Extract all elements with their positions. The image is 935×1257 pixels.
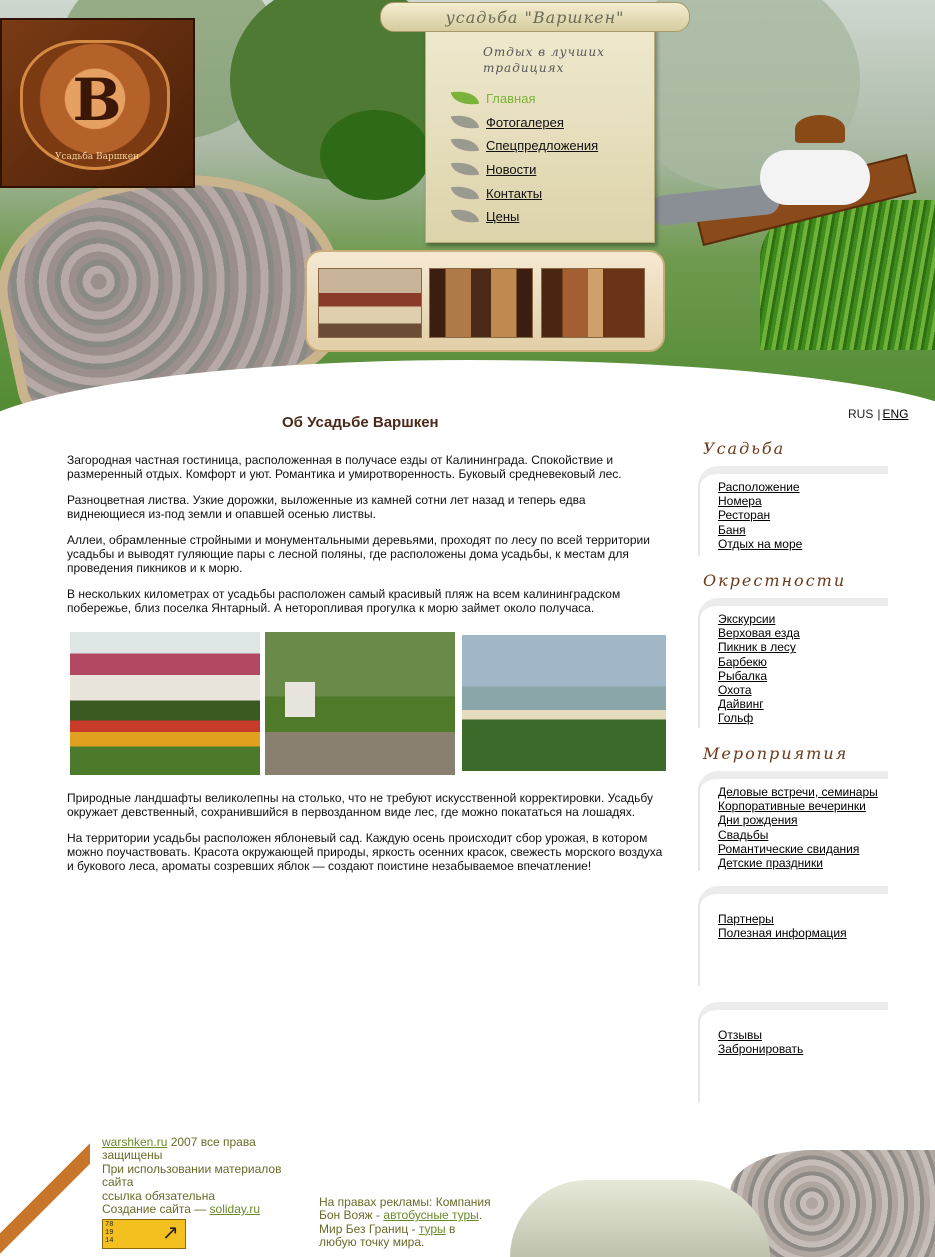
copyright-text: 2007 все права защищены bbox=[102, 1135, 256, 1163]
logo-monogram: В bbox=[72, 66, 122, 134]
leaf-icon bbox=[451, 183, 479, 203]
photo-forest-path bbox=[265, 632, 455, 775]
footer-car-decoration bbox=[510, 1180, 770, 1257]
creator-prefix: Создание сайта — bbox=[102, 1202, 210, 1217]
sidebar-item-useful-info[interactable]: Полезная информация bbox=[718, 926, 847, 941]
room-photo-hall[interactable] bbox=[541, 268, 645, 338]
sidebar-item-sauna[interactable]: Баня bbox=[718, 522, 746, 537]
sidebar-item-partners[interactable]: Партнеры bbox=[718, 912, 774, 926]
photo-house bbox=[70, 632, 260, 775]
footer-note: ссылка обязательна bbox=[102, 1188, 216, 1203]
nav-item-home[interactable] bbox=[452, 87, 535, 109]
lang-separator: | bbox=[877, 407, 881, 421]
creator-link[interactable]: soliday.ru bbox=[209, 1202, 261, 1217]
site-title-scroll: усадьба "Варшкен" bbox=[380, 2, 690, 32]
sidebar-item-weddings[interactable]: Свадьбы bbox=[718, 827, 769, 842]
man-hat bbox=[795, 115, 845, 143]
ad-link-tours[interactable]: туры bbox=[418, 1221, 446, 1236]
ad-text: . Мир Без Границ - bbox=[319, 1208, 483, 1236]
sidebar-box-usadba bbox=[698, 466, 888, 556]
sidebar-item-sea-rest[interactable]: Отдых на море bbox=[718, 536, 803, 551]
main-content-bottom bbox=[67, 791, 665, 885]
nav-item-gallery[interactable] bbox=[452, 111, 564, 133]
footer-ads bbox=[319, 1196, 494, 1250]
nav-item-news[interactable] bbox=[452, 158, 536, 180]
paragraph: Разноцветная листва. Узкие дорожки, выложенные из камней сотни лет назад и теперь едва виднеющиеся из-под земли и опавшей осенью листвы. bbox=[67, 493, 586, 521]
logo-text: Усадьба Варшкен bbox=[54, 152, 140, 162]
main-content bbox=[67, 453, 665, 627]
sidebar-item-golf[interactable]: Гольф bbox=[718, 711, 754, 726]
sidebar-item-horse-riding[interactable]: Верховая езда bbox=[718, 626, 800, 641]
leaf-icon bbox=[451, 112, 479, 132]
lang-rus[interactable]: RUS bbox=[848, 407, 874, 421]
sidebar-item-diving[interactable]: Дайвинг bbox=[718, 697, 764, 712]
sidebar-heading-usadba: Усадьба bbox=[703, 439, 786, 458]
ad-link-bus-tours[interactable]: автобусные туры bbox=[383, 1208, 479, 1223]
sidebar-item-excursions[interactable]: Экскурсии bbox=[718, 612, 776, 626]
sidebar-heading-okrestnosti: Окрестности bbox=[703, 571, 847, 590]
sidebar-item-rooms[interactable]: Номера bbox=[718, 494, 762, 509]
sidebar-box-booking bbox=[698, 1002, 888, 1102]
sidebar-item-corporate[interactable]: Корпоративные вечеринки bbox=[718, 799, 866, 814]
lang-eng[interactable]: ENG bbox=[882, 407, 909, 421]
page-title: Об Усадьбе Варшкен bbox=[282, 414, 439, 431]
leaf-icon bbox=[451, 159, 479, 179]
photo-sea-coast bbox=[462, 635, 666, 771]
sidebar-item-restaurant[interactable]: Ресторан bbox=[718, 508, 771, 523]
leaf-icon bbox=[451, 135, 479, 155]
sidebar-item-book[interactable]: Забронировать bbox=[718, 1042, 804, 1057]
sidebar-heading-meropriyatiya: Мероприятия bbox=[703, 744, 849, 763]
paragraph: Аллеи, обрамленные стройными и монументальными деревьями, проходят по лесу по всей территории усадьбы и выводят гуляющие пары с лесной поляны, где расположены дома усадьбы, к местам для проведения пикников и к морю. bbox=[67, 533, 650, 575]
footer-site-link[interactable]: warshken.ru bbox=[102, 1135, 168, 1149]
room-photo-bedroom[interactable] bbox=[318, 268, 422, 338]
nav-link[interactable]: Новости bbox=[486, 161, 537, 177]
logo-board[interactable] bbox=[0, 18, 195, 188]
paragraph: Природные ландшафты великолепны на столько, что не требуют искусственной корректировки. Усадьбу окружает девственный, сохранившийся в первозданном виде лес, где можно покататься на лошадях. bbox=[67, 791, 654, 819]
paragraph: Загородная частная гостиница, расположенная в получасе езды от Калининграда. Спокойствие и размеренный отдых. Комфорт и уют. Романтика и умиротворенность. Буковый средневековый лес. bbox=[67, 453, 622, 481]
leaf-icon bbox=[451, 88, 479, 108]
sidebar-box-okrestnosti bbox=[698, 598, 888, 728]
footer-note: При использовании материалов сайта bbox=[102, 1161, 282, 1190]
bush bbox=[320, 110, 430, 200]
footer-copyright bbox=[102, 1136, 287, 1216]
sidebar-item-birthdays[interactable]: Дни рождения bbox=[718, 813, 798, 828]
nav-link[interactable]: Контакты bbox=[486, 185, 543, 201]
tagline: Отдых в лучших традициях bbox=[483, 45, 605, 75]
ad-text: На правах рекламы: Компания Бон Вояж - bbox=[319, 1195, 491, 1223]
arrow-icon: ↗ bbox=[162, 1222, 179, 1244]
sidebar-item-kids[interactable]: Детские праздники bbox=[718, 856, 823, 871]
nav-link[interactable]: Фотогалерея bbox=[486, 114, 564, 130]
sidebar-box-meropriyatiya bbox=[698, 771, 888, 871]
sidebar-item-picnic[interactable]: Пикник в лесу bbox=[718, 640, 796, 655]
sidebar-item-barbecue[interactable]: Барбекю bbox=[718, 654, 767, 669]
paragraph: На территории усадьбы расположен яблоневый сад. Каждую осень происходит сбор урожая, в котором можно поучаствовать. Красота окружающей природы, яркость осенних красок, свежесть морского воздуха и букового леса, ароматы созревших яблок — создают поистине незабываемое впечатление! bbox=[67, 831, 663, 873]
nav-link[interactable]: Цены bbox=[486, 208, 520, 224]
sidebar-item-hunting[interactable]: Охота bbox=[718, 683, 752, 698]
nav-item-contacts[interactable] bbox=[452, 182, 542, 204]
footer-ladder-decoration bbox=[0, 1140, 90, 1257]
room-photo-restaurant[interactable] bbox=[429, 268, 533, 338]
counter-digits: 78 19 14 bbox=[105, 1221, 114, 1245]
nav-item-offers[interactable] bbox=[452, 134, 598, 156]
nav-link[interactable]: Спецпредложения bbox=[486, 137, 599, 153]
nav-link[interactable]: Главная bbox=[486, 90, 536, 106]
nav-item-prices[interactable] bbox=[452, 205, 519, 227]
sidebar-item-reviews[interactable]: Отзывы bbox=[718, 1028, 762, 1042]
man-body bbox=[760, 150, 870, 205]
sidebar-box-partners bbox=[698, 886, 888, 986]
language-switch bbox=[846, 407, 908, 421]
ad-text: в любую точку мира. bbox=[319, 1221, 456, 1250]
sidebar-item-fishing[interactable]: Рыбалка bbox=[718, 668, 768, 683]
sidebar-item-romantic[interactable]: Романтические свидания bbox=[718, 841, 860, 856]
sidebar-item-business[interactable]: Деловые встречи, семинары bbox=[718, 785, 878, 799]
house-shape bbox=[285, 682, 315, 717]
leaf-icon bbox=[451, 206, 479, 226]
sidebar-item-location[interactable]: Расположение bbox=[718, 480, 800, 494]
paragraph: В нескольких километрах от усадьбы расположен самый красивый пляж на всем калининградском побережье, близ поселка Янтарный. А неторопливая прогулка к морю займет около получаса. bbox=[67, 587, 621, 615]
